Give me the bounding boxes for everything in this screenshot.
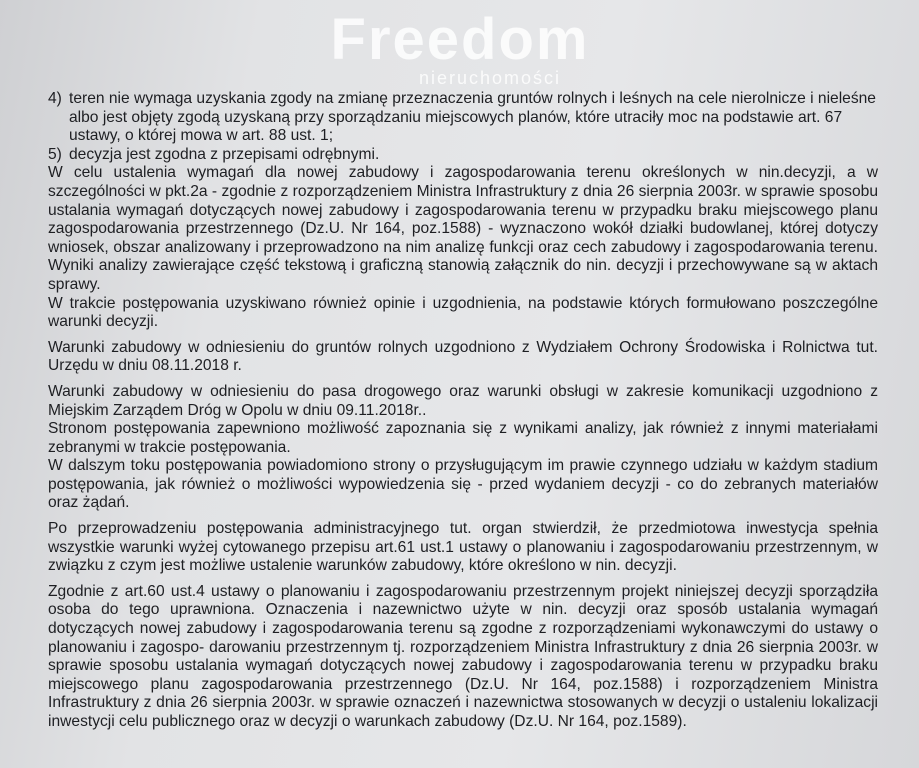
list-number: 5) (48, 145, 62, 163)
list-text: decyzja jest zgodna z przepisami odrębnymi. (69, 145, 380, 163)
paragraph-party-notification: W dalszym toku postępowania powiadomiono strony o przysługującym im prawie czynnego udziału w każdym stadium postępowania, jak również o możliwości wypowiedzenia się - przed wydaniem decyzji - co do zebranych materiałów oraz żądań. (48, 457, 878, 512)
watermark-subtitle: nieruchomości (418, 68, 562, 88)
freedom-watermark (300, 8, 620, 89)
watermark-brand: Freedom (330, 7, 590, 72)
list-item-4 (48, 90, 878, 146)
paragraph-access-to-analysis: Stronom postępowania zapewniono możliwość zapoznania się z wynikami analizy, jak również z innymi materiałami zebranymi w trakcie postępowania. (48, 420, 878, 456)
list-number: 4) (48, 90, 62, 107)
paragraph-conclusion: Po przeprowadzeniu postępowania administracyjnego tut. organ stwierdził, że przedmiotowa inwestycja spełnia wszystkie warunki wyżej cytowanego przepisu art.61 ust.1 ustawy o planowaniu i zagospodarowaniu przestrzennym, w związku z czym jest możliwe ustalenie warunków zabudowy, które określono w nin. decyzji. (48, 520, 878, 575)
document-body (48, 90, 878, 732)
paragraph-analysis: W celu ustalenia wymagań dla nowej zabudowy i zagospodarowania terenu określonych w nin.decyzji, a w szczególności w pkt.2a - zgodnie z rozporządzeniem Ministra Infrastruktury z dnia 26 sierpnia 2003r. w sprawie sposobu ustalania wymagań dotyczących nowej zabudowy i zagospodarowania terenu w przypadku braku miejscowego planu zagospodarowania przestrzennego (Dz.U. Nr 164, poz.1588) - wyznaczono wokół działki budowlanej, której dotyczy wniosek, obszar analizowany i przeprowadzono na nim analizę funkcji oraz cech zabudowy i zagospodarowania terenu. Wyniki analizy zawierające część tekstową i graficzną stanowią załącznik do nin. decyzji i przechowywane są w aktach sprawy. (48, 164, 878, 293)
list-text: teren nie wymaga uzyskania zgody na zmianę przeznaczenia gruntów rolnych i leśnych na cele nierolnicze i nieleśne albo jest objęty zgodą uzyskaną przy sporządzaniu miejscowych planów, które utraciły moc na podstawie art. 67 ustawy, o której mowa w art. 88 ust. 1; (69, 90, 876, 145)
paragraph-agricultural-agreement: Warunki zabudowy w odniesieniu do gruntów rolnych uzgodniono z Wydziałem Ochrony Środowiska i Rolnictwa tut. Urzędu w dniu 08.11.2018 r. (48, 338, 878, 375)
list-item-5 (48, 146, 878, 165)
paragraph-legal-basis: Zgodnie z art.60 ust.4 ustawy o planowaniu i zagospodarowaniu przestrzennym projekt niniejszej decyzji sporządziła osoba do tego uprawniona. Oznaczenia i nazewnictwo użyte w nin. decyzji oraz sposób ustalania wymagań dotyczących nowej zabudowy i zagospodarowania terenu są zgodne z rozporządzeniami wykonawczymi do ustawy o planowaniu i zagospo- darowaniu przestrzennym tj. rozporządzeniem Ministra Infrastruktury z dnia 26 sierpnia 2003r. w sprawie sposobu ustalania wymagań dotyczących nowej zabudowy i zagospodarowania terenu w przypadku braku miejscowego planu zagospodarowania przestrzennego (Dz.U. Nr 164, poz.1588) i rozporządzeniem Ministra Infrastruktury z dnia 26 sierpnia 2003r. w sprawie oznaczeń i nazewnictwa stosowanych w decyzji o ustaleniu lokalizacji inwestycji celu publicznego oraz w decyzji o warunkach zabudowy (Dz.U. Nr 164, poz.1589). (48, 582, 878, 730)
paragraph-road-agreement: Warunki zabudowy w odniesieniu do pasa drogowego oraz warunki obsługi w zakresie komunikacji uzgodniono z Miejskim Zarządem Dróg w Opolu w dniu 09.11.2018r.. (48, 382, 878, 419)
paragraph-opinions: W trakcie postępowania uzyskiwano również opinie i uzgodnienia, na podstawie których formułowano poszczególne warunki decyzji. (48, 294, 878, 331)
